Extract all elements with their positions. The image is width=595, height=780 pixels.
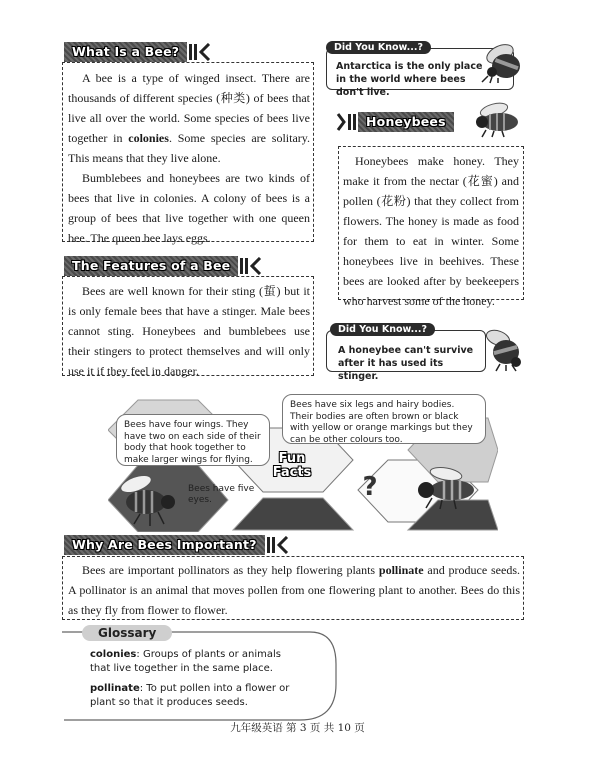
did-you-know-tab-1: Did You Know...? <box>326 41 431 54</box>
did-you-know-fact-1: Antarctica is the only place in the world where bees don't live. <box>336 61 483 98</box>
features-of-a-bee-heading: The Features of a Bee <box>64 256 262 276</box>
fun-facts-label: Fun Facts <box>272 451 312 480</box>
honeybees-heading: Honeybees <box>336 112 454 132</box>
honeybees-paragraph: Honeybees make honey. They make it from the nectar (花蜜) and pollen (花粉) that they collect from flowers. The honey is made as food for them to eat in winter. Some honeybees live in beehives. These bees are looked after by beekeepers who harvest some of the honey. <box>343 154 519 308</box>
did-you-know-tab-2: Did You Know...? <box>330 323 435 336</box>
term-pollinate: pollinate <box>378 563 424 577</box>
what-is-a-bee-paragraph-1: A bee is a type of winged insect. There are thousands of different species (种类) of bees that live all over the world. Some species of bees live together in colonies. Some species are solitary. This means that they live alone. <box>68 71 310 165</box>
honeybee-side-illustration <box>412 462 484 510</box>
glossary-heading: Glossary <box>82 625 172 641</box>
heading-bars-decoration <box>240 256 262 276</box>
fun-fact-wings-bubble: Bees have four wings. They have two on each side of their body that hook together to make larger wings for flying. <box>116 414 270 466</box>
fun-fact-eyes-text: Bees have five eyes. <box>188 484 255 505</box>
heading-bars-decoration <box>189 42 211 62</box>
bee-on-flower-illustration <box>110 470 180 530</box>
term-colonies: colonies <box>128 131 169 145</box>
glossary-term-colonies: colonies: Groups of plants or animals that live together in the same place. <box>90 649 281 674</box>
why-are-bees-important-heading: Why Are Bees Important? <box>64 535 289 555</box>
bumblebee-illustration-2 <box>478 326 528 372</box>
heading-bars-decoration-left <box>336 112 356 132</box>
bumblebee-illustration <box>478 38 528 84</box>
glossary-term-pollinate: pollinate: To put pollen into a flower or plant so that it produces seeds. <box>90 683 290 708</box>
what-is-a-bee-paragraph-2: Bumblebees and honeybees are two kinds of bees that live in colonies. A colony of bees is a group of bees that live together with one queen bee. The queen bee lays eggs. <box>68 171 310 245</box>
why-are-bees-important-paragraph: Bees are important pollinators as they help flowering plants pollinate and produce seeds. A pollinator is an animal that moves pollen from one flowering plant to another. Bees do this as they fly from flower to flower. <box>68 563 521 617</box>
page-footer: 九年级英语 第 3 页 共 10 页 <box>230 722 365 734</box>
fun-fact-legs-bubble: Bees have six legs and hairy bodies. Their bodies are often brown or black with yellow or orange markings but they can be other colours too. <box>282 394 486 444</box>
question-mark-icon: ? <box>362 472 378 502</box>
features-of-a-bee-paragraph: Bees are well known for their sting (蜇) but it is only female bees that have a stinger. Male bees cannot sting. Honeybees and bumblebees use their stingers to protect themselves and will only use it if they feel in danger. <box>68 284 310 378</box>
honeybee-illustration <box>470 100 528 138</box>
heading-bars-decoration <box>267 535 289 555</box>
what-is-a-bee-heading: What Is a Bee? <box>64 42 211 62</box>
did-you-know-fact-2: A honeybee can't survive after it has used its stinger. <box>338 345 474 382</box>
